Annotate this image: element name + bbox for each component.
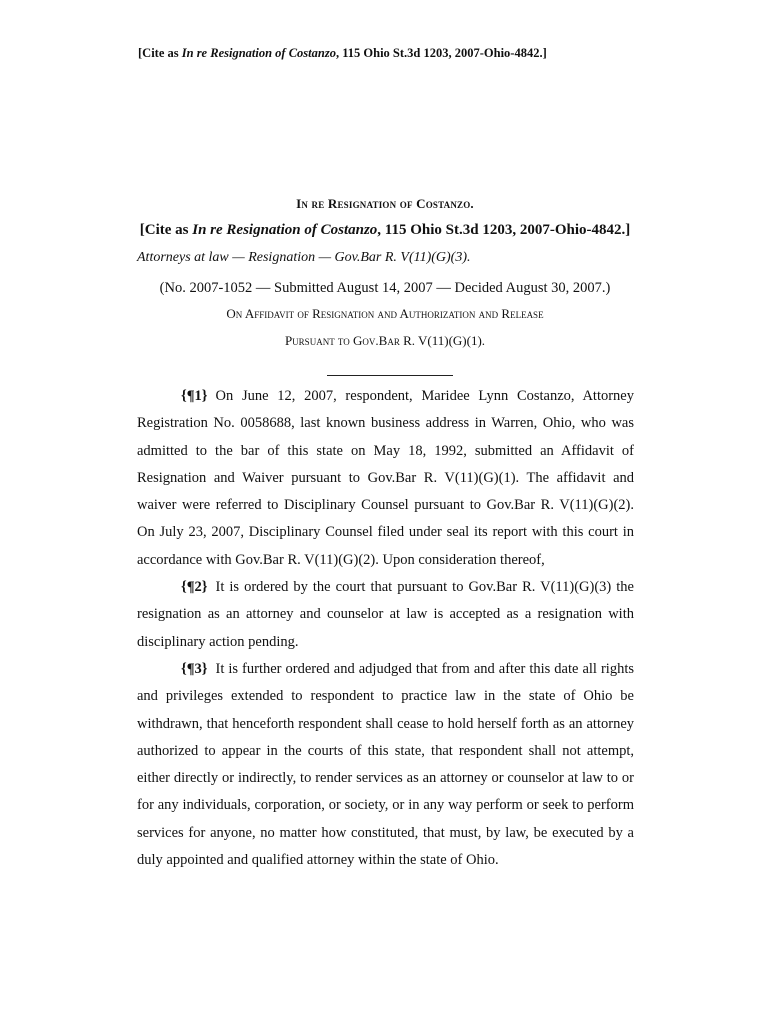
- case-citation: [0, 222, 770, 239]
- headnote: Attorneys at law — Resignation — Gov.Bar R. V(11)(G)(3).: [137, 250, 471, 265]
- header-cite-prefix: [Cite as: [138, 46, 182, 60]
- paragraph-text: It is further ordered and adjudged that from and after this date all rights and privileges extended to respondent to practice law in the state of Ohio be withdrawn, that henceforth respondent shall cease to hold herself forth as an attorney authorized to appear in the courts of this state, that respondent shall not attempt, either directly or indirectly, to render services as an attorney or counselor at law to or for any individuals, corporation, or society, or in any way perform or seek to perform services for anyone, no matter how constituted, that must, by law, be executed by a duly appointed and qualified attorney within the state of Ohio.: [137, 660, 634, 869]
- paragraph: [137, 574, 634, 656]
- citation-case: In re Resignation of Costanzo: [192, 222, 378, 238]
- header-citation: [138, 46, 547, 61]
- procedure-line-1: On Affidavit of Resignation and Authorization and Release: [226, 306, 544, 321]
- citation-suffix: , 115 Ohio St.3d 1203, 2007-Ohio-4842.]: [377, 222, 631, 238]
- procedure-line-2: Pursuant to Gov.Bar R. V(11)(G)(1).: [284, 333, 486, 348]
- header-cite-suffix: , 115 Ohio St.3d 1203, 2007-Ohio-4842.]: [335, 46, 547, 60]
- opinion-body: [137, 383, 634, 874]
- paragraph: [137, 383, 634, 574]
- paragraph-number: {¶3}: [181, 660, 208, 677]
- citation-prefix: [Cite as: [139, 222, 193, 238]
- paragraph: [137, 656, 634, 874]
- paragraph-number: {¶2}: [181, 579, 208, 596]
- paragraph-number: {¶1}: [181, 388, 208, 404]
- case-title: In re Resignation of Costanzo.: [296, 196, 474, 211]
- paragraph-text: On June 12, 2007, respondent, Maridee Lynn Costanzo, Attorney Registration No. 0058688, last known business address in Warren, Ohio, who was admitted to the bar of this state on May 18, 1992, submitted an Affidavit of Resignation and Waiver pursuant to Gov.Bar R. V(11)(G)(1). The affidavit and waiver were referred to Disciplinary Counsel pursuant to Gov.Bar R. V(11)(G)(2). On July 23, 2007, Disciplinary Counsel filed under seal its report with this court in accordance with Gov.Bar R. V(11)(G)(2). Upon consideration thereof,: [137, 388, 634, 568]
- section-divider: [327, 375, 453, 376]
- case-info: (No. 2007-1052 — Submitted August 14, 2007 — Decided August 30, 2007.): [159, 280, 611, 296]
- header-cite-case: In re Resignation of Costanzo: [181, 46, 336, 60]
- paragraph-text: It is ordered by the court that pursuant to Gov.Bar R. V(11)(G)(3) the resignation as an attorney and counselor at law is accepted as a resignation with disciplinary action pending.: [137, 579, 634, 650]
